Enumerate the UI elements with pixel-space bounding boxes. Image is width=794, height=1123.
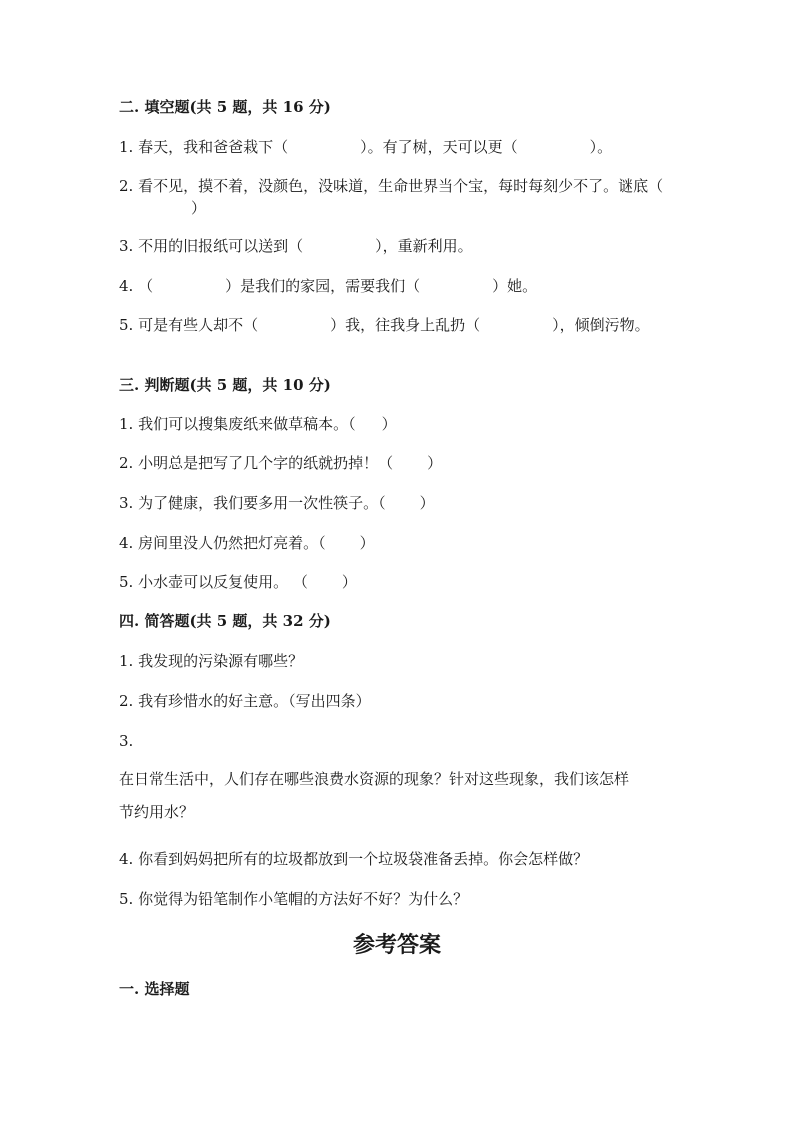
question-judge-1 (119, 413, 679, 435)
question-text: ） (359, 534, 375, 552)
question-judge-4 (119, 532, 679, 554)
question-fill-2 (119, 175, 679, 219)
question-text: ），倾倒污物。 (552, 316, 650, 334)
question-text: 2. 看不见，摸不着，没颜色，没味道，生命世界当个宝，每时每刻少不了。谜底（ (119, 177, 664, 195)
question-text: ） (341, 573, 357, 591)
section-heading-fill-blank: 二. 填空题(共 5 题，共 16 分) (119, 98, 331, 116)
question-text: 2. 小明总是把写了几个字的纸就扔掉！（ (119, 454, 394, 472)
question-text: ） (427, 454, 443, 472)
answer-key-title: 参考答案 (352, 932, 441, 958)
question-text: ）。有了树，天可以更（ (360, 138, 518, 156)
question-short-3-line-2: 节约用水？ (119, 803, 195, 821)
question-short-4: 4. 你看到妈妈把所有的垃圾都放到一个垃圾袋准备丢掉。你会怎样做？ (119, 850, 589, 868)
question-text: ）她。 (492, 277, 538, 295)
question-text: ） (191, 199, 207, 217)
question-short-1: 1. 我发现的污染源有哪些？ (119, 652, 304, 670)
question-text: ）是我们的家园，需要我们（ (225, 277, 421, 295)
question-judge-3 (119, 492, 679, 514)
question-text: ） (419, 494, 435, 512)
question-judge-2 (119, 452, 679, 474)
question-judge-5 (119, 571, 679, 593)
question-fill-5 (119, 314, 679, 336)
question-fill-3 (119, 235, 679, 257)
question-text: ）我，往我身上乱扔（ (330, 316, 481, 334)
question-text: 4. 房间里没人仍然把灯亮着。（ (119, 534, 326, 552)
question-short-3-number: 3. (119, 732, 134, 750)
question-fill-1 (119, 136, 679, 158)
question-text: ） (381, 415, 397, 433)
question-short-2: 2. 我有珍惜水的好主意。（写出四条） (119, 692, 371, 710)
question-text: 5. 小水壶可以反复使用。 （ (119, 573, 308, 591)
question-text: ），重新利用。 (375, 237, 473, 255)
answer-section-heading-choice: 一. 选择题 (119, 980, 190, 998)
question-text: 5. 可是有些人却不（ (119, 316, 259, 334)
question-fill-4 (119, 275, 679, 297)
question-text: ）。 (589, 138, 613, 156)
question-short-3-line-1: 在日常生活中，人们存在哪些浪费水资源的现象？针对这些现象，我们该怎样 (119, 770, 630, 788)
section-heading-short-answer: 四. 简答题(共 5 题，共 32 分) (119, 612, 331, 630)
question-text: 4. （ (119, 277, 154, 295)
question-text: 3. 为了健康，我们要多用一次性筷子。（ (119, 494, 386, 512)
question-text: 3. 不用的旧报纸可以送到（ (119, 237, 304, 255)
question-text: 1. 我们可以搜集废纸来做草稿本。（ (119, 415, 356, 433)
question-text: 1. 春天，我和爸爸栽下（ (119, 138, 289, 156)
question-short-5: 5. 你觉得为铅笔制作小笔帽的方法好不好？为什么？ (119, 890, 469, 908)
section-heading-judge: 三. 判断题(共 5 题，共 10 分) (119, 376, 331, 394)
